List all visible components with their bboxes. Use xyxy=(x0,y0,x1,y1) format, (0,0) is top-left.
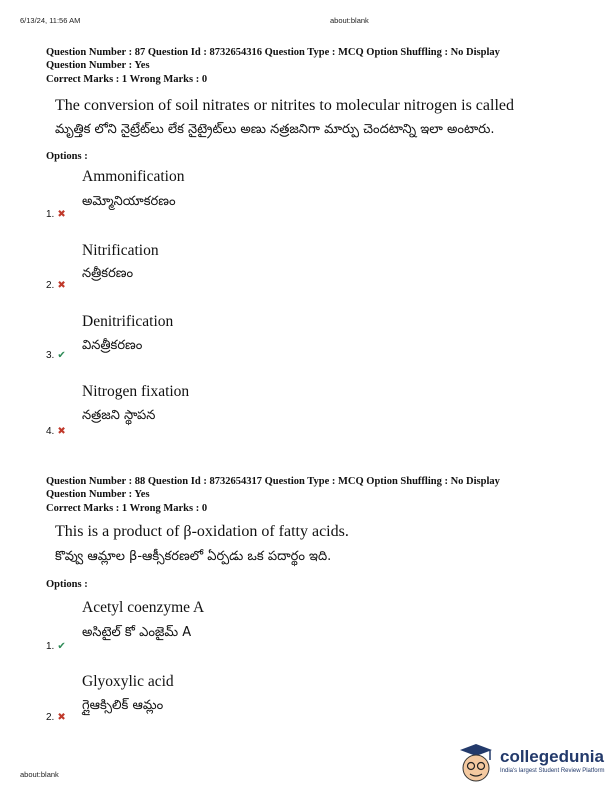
correct-check-icon: ✔ xyxy=(57,641,66,652)
q88-option-2-number: 2. ✖ xyxy=(46,712,66,723)
q87-option-4-number: 4. ✖ xyxy=(46,426,66,437)
q87-option-3-number: 3. ✔ xyxy=(46,350,66,361)
q88-meta-line2: Question Number : Yes xyxy=(46,489,150,500)
q87-option-1-number: 1. ✖ xyxy=(46,209,66,220)
q87-text-en: The conversion of soil nitrates or nitrites to molecular nitrogen is called xyxy=(55,97,514,114)
q87-option-1-te: అమ్మోనియాకరణం xyxy=(82,194,176,209)
q88-marks: Correct Marks : 1 Wrong Marks : 0 xyxy=(46,503,208,514)
brand-tagline: India's largest Student Review Platform xyxy=(500,768,605,774)
q87-option-3-te: వినత్రీకరణం xyxy=(82,338,143,353)
q87-text-te: మృత్తిక లోని నైట్రేట్‌లు లేక నైట్రైట్‌లు అణు నత్రజనిగా మార్పు చెందటాన్ని ఇలా అంటారు. xyxy=(55,122,495,137)
wrong-cross-icon: ✖ xyxy=(57,280,66,291)
q87-option-2-number: 2. ✖ xyxy=(46,280,66,291)
q88-option-2-te: గ్లైఆక్సిలిక్ ఆమ్లం xyxy=(82,698,164,713)
q87-option-2-en: Nitrification xyxy=(82,242,159,259)
q88-text-te: కొవ్వు ఆమ్లాల β-ఆక్సీకరణలో ఏర్పడు ఒక పదార్థం ఇది. xyxy=(55,549,332,564)
q87-marks: Correct Marks : 1 Wrong Marks : 0 xyxy=(46,74,208,85)
q87-meta-line1: Question Number : 87 Question Id : 8732654316 Question Type : MCQ Option Shuffling : No Display xyxy=(46,47,500,58)
q88-option-1-te: అసిటైల్ కో ఎంజైమ్ A xyxy=(82,625,192,640)
q87-option-2-te: నత్రీకరణం xyxy=(82,266,134,281)
correct-check-icon: ✔ xyxy=(57,350,66,361)
q88-option-1-number: 1. ✔ xyxy=(46,641,66,652)
wrong-cross-icon: ✖ xyxy=(57,712,66,723)
q87-option-4-en: Nitrogen fixation xyxy=(82,383,190,400)
q88-option-1-en: Acetyl coenzyme A xyxy=(82,599,205,616)
q88-options-label: Options : xyxy=(46,579,88,590)
q87-meta-line2: Question Number : Yes xyxy=(46,60,150,71)
q88-text-en: This is a product of β-oxidation of fatty acids. xyxy=(55,523,349,540)
wrong-cross-icon: ✖ xyxy=(57,209,66,220)
brand-name: collegedunia xyxy=(500,747,604,766)
q87-option-1-en: Ammonification xyxy=(82,168,185,185)
q87-option-3-en: Denitrification xyxy=(82,313,174,330)
q88-option-2-en: Glyoxylic acid xyxy=(82,673,174,690)
wrong-cross-icon: ✖ xyxy=(57,426,66,437)
print-timestamp: 6/13/24, 11:56 AM xyxy=(20,16,81,25)
q87-options-label: Options : xyxy=(46,151,88,162)
q88-meta-line1: Question Number : 88 Question Id : 8732654317 Question Type : MCQ Option Shuffling : No Display xyxy=(46,476,500,487)
q87-option-4-te: నత్రజని స్థాపన xyxy=(82,408,156,423)
print-page-title: about:blank xyxy=(330,16,369,25)
print-footer-url: about:blank xyxy=(20,770,59,779)
